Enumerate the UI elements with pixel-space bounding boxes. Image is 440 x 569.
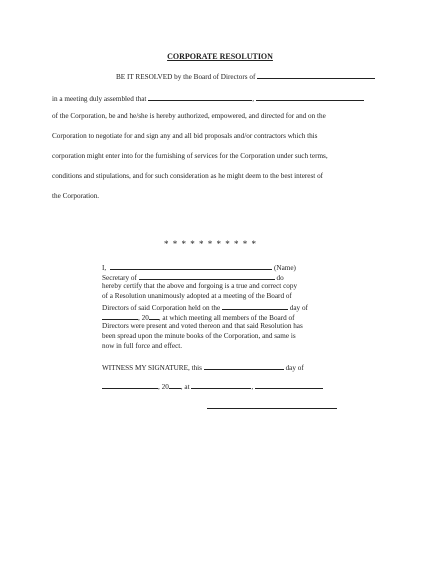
title-blank[interactable] bbox=[256, 93, 364, 101]
resolution-text: BE IT RESOLVED by the Board of Directors of bbox=[116, 73, 256, 81]
resolution-line-4: Corporation to negotiate for and sign any and all bid proposals and/or contractors which this bbox=[52, 132, 318, 140]
certificate-line-4: of a Resolution unanimously adopted at a meeting of the Board of bbox=[102, 292, 292, 300]
witness-state-blank[interactable] bbox=[255, 381, 323, 389]
certificate-text: do bbox=[276, 274, 284, 282]
resolution-line-1 bbox=[116, 71, 375, 82]
certificate-text: , at which meeting all members of the Board of bbox=[158, 314, 295, 322]
day-blank[interactable] bbox=[222, 302, 288, 310]
certificate-line-7: Directors were present and voted thereon and that said Resolution has bbox=[102, 322, 303, 330]
witness-text: , at bbox=[180, 383, 190, 391]
secretary-name-blank[interactable] bbox=[110, 262, 272, 270]
certificate-text: (Name) bbox=[274, 264, 296, 272]
witness-text: WITNESS MY SIGNATURE, this bbox=[102, 364, 202, 372]
separator-stars: * * * * * * * * * * * bbox=[164, 239, 257, 249]
document-title: CORPORATE RESOLUTION bbox=[167, 52, 273, 61]
witness-year-blank[interactable] bbox=[169, 381, 181, 389]
witness-city-blank[interactable] bbox=[191, 381, 254, 391]
certificate-text: , 20 bbox=[138, 314, 149, 322]
witness-text: , bbox=[251, 383, 254, 391]
corporation-name-blank[interactable] bbox=[257, 71, 375, 79]
witness-day-blank[interactable] bbox=[204, 362, 284, 370]
witness-line-1 bbox=[102, 362, 304, 373]
resolution-line-6: conditions and stipulations, and for such consideration as he might deem to the best interest of bbox=[52, 172, 324, 180]
resolution-line-2 bbox=[52, 93, 364, 104]
witness-month-blank[interactable] bbox=[102, 381, 158, 389]
certificate-text: Directors of said Corporation held on the bbox=[102, 304, 221, 312]
certificate-text: Secretary of bbox=[102, 274, 137, 282]
certificate-text: I, bbox=[102, 264, 107, 272]
corporation-blank[interactable] bbox=[139, 272, 275, 280]
certificate-text: day of bbox=[289, 304, 308, 312]
witness-text: day of bbox=[285, 364, 304, 372]
resolution-text: in a meeting duly assembled that bbox=[52, 95, 147, 103]
resolution-line-7: the Corporation. bbox=[52, 192, 100, 200]
resolution-line-3: of the Corporation, be and he/she is hereby authorized, empowered, and directed for and on the bbox=[52, 112, 326, 120]
certificate-line-3: hereby certify that the above and forgoing is a true and correct copy bbox=[102, 282, 298, 290]
resolution-text: , bbox=[252, 95, 255, 103]
witness-text: , 20 bbox=[158, 383, 169, 391]
resolution-line-5: corporation might enter into for the furnishing of services for the Corporation under such terms, bbox=[52, 152, 328, 160]
certificate-line-8: been spread upon the minute books of the Corporation, and same is bbox=[102, 332, 296, 340]
certificate-line-9: now in full force and effect. bbox=[102, 342, 183, 350]
month-blank[interactable] bbox=[102, 312, 138, 320]
person-name-blank[interactable] bbox=[148, 93, 255, 103]
signature-line[interactable] bbox=[207, 408, 337, 409]
year-blank[interactable] bbox=[149, 312, 159, 320]
witness-line-2 bbox=[102, 381, 323, 392]
